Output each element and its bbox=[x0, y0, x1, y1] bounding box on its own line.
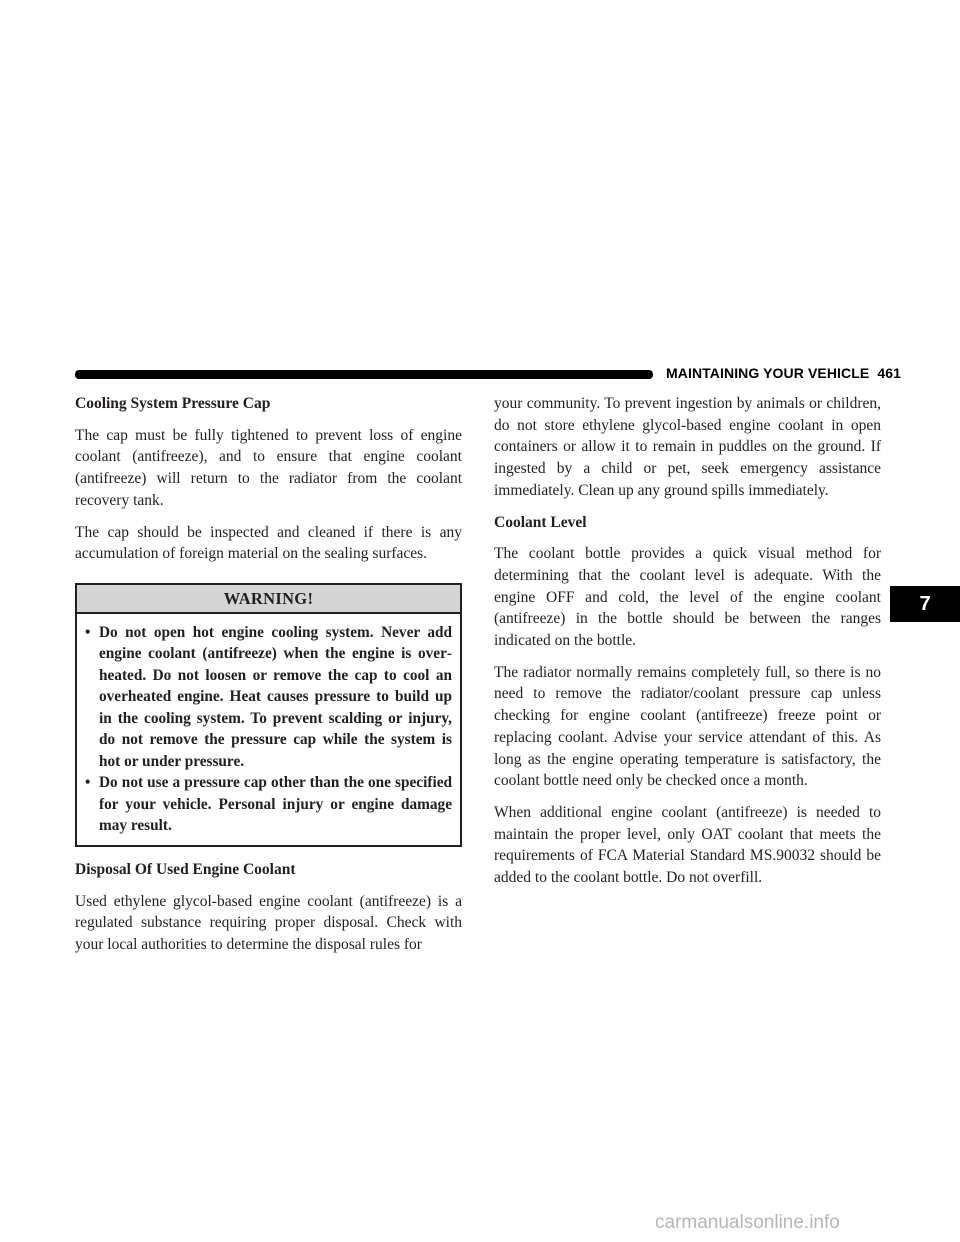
warning-item-text: Do not open hot engine cooling system. Never add engine coolant (antifreeze) when the engine is overheated. Do not loosen or remove the cap to cool an overheated engine. Heat causes pressure to build up in the cooling system. To prevent scalding or injury, do not remove the pressure cap while the system is hot or under pressure. bbox=[99, 623, 452, 770]
bullet-icon: • bbox=[85, 774, 91, 792]
page-number: 461 bbox=[877, 365, 902, 381]
paragraph: The cap should be inspected and cleaned if there is any accumulation of foreign material on the sealing surfaces. bbox=[75, 523, 462, 563]
heading-coolant-level: Coolant Level bbox=[494, 513, 587, 531]
warning-box bbox=[75, 583, 462, 847]
paragraph: Used ethylene glycol-based engine coolant (antifreeze) is a regulated substance requiring proper disposal. Check with your local authorities to determine the disposal rules for bbox=[75, 892, 462, 954]
right-column bbox=[494, 393, 881, 899]
section-tab bbox=[890, 586, 960, 622]
paragraph: The radiator normally remains completely full, so there is no need to remove the radiator/coolant pressure cap unless checking for engine coolant (antifreeze) freeze point or replacing coolant. Advise your service attendant of this. As long as the engine operating temperature is satisfactory, the coolant bottle need only be checked once a month. bbox=[494, 663, 881, 790]
watermark: carmanualsonline.info bbox=[655, 1212, 840, 1233]
warning-item-text: Do not use a pressure cap other than the one specified for your vehicle. Personal injury or engine damage may result. bbox=[99, 774, 452, 835]
header-rule bbox=[75, 370, 653, 379]
header-title: MAINTAINING YOUR VEHICLE bbox=[666, 365, 870, 381]
section-tab-number: 7 bbox=[919, 593, 931, 615]
heading-disposal: Disposal Of Used Engine Coolant bbox=[75, 860, 296, 878]
paragraph: The coolant bottle provides a quick visual method for determining that the coolant level is adequate. With the engine OFF and cold, the level of the engine coolant (antifreeze) in the bottle should be between the ranges indicated on the bottle. bbox=[494, 545, 881, 650]
paragraph: When additional engine coolant (antifreeze) is needed to maintain the proper level, only OAT coolant that meets the requirements of FCA Material Standard MS.90032 should be added to the coolant bottle. Do not overfill. bbox=[494, 803, 881, 887]
paragraph: The cap must be fully tightened to prevent loss of engine coolant (antifreeze), and to ensure that engine coolant (antifreeze) will return to the radiator from the coolant recovery tank. bbox=[75, 426, 462, 509]
heading-pressure-cap: Cooling System Pressure Cap bbox=[75, 395, 271, 412]
bullet-icon: • bbox=[85, 623, 91, 641]
paragraph: your community. To prevent ingestion by animals or children, do not store ethylene glycol-based engine coolant in open containers or allow it to remain in puddles on the ground. If ingested by a child or pet, seek emergency assistance immediately. Clean up any ground spills immediately. bbox=[494, 395, 881, 499]
warning-item bbox=[85, 772, 452, 837]
warning-item bbox=[85, 622, 452, 773]
running-header bbox=[666, 365, 901, 381]
warning-list bbox=[77, 614, 460, 845]
left-column bbox=[75, 393, 462, 966]
warning-title: WARNING! bbox=[77, 585, 460, 614]
